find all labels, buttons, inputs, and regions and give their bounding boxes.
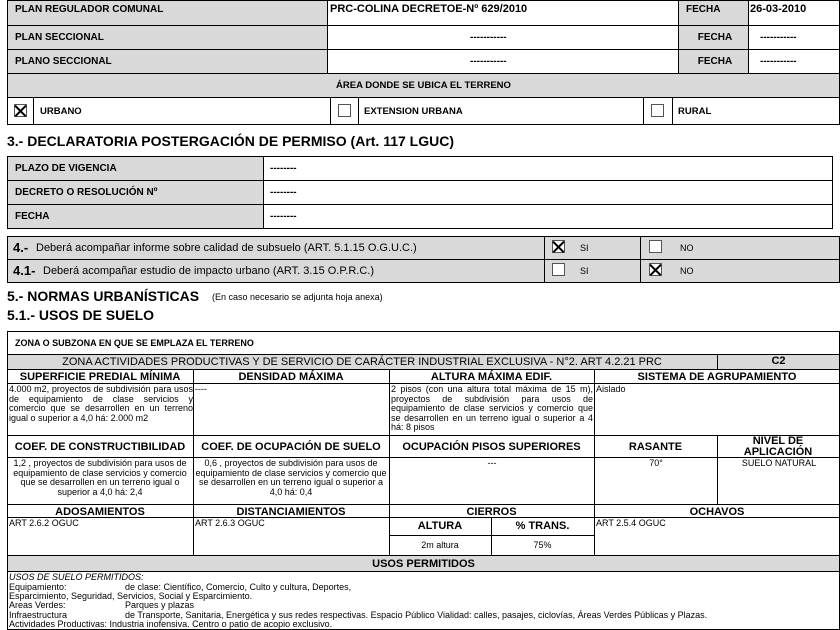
section41-no-cell	[640, 259, 840, 283]
ocupacion-suelo-value: 0,6 , proyectos de subdivisión para usos de equipamiento de clase servicios y comercio que se desarrollen en un terreno igual o superior a 4,0 há: 0,4	[195, 458, 387, 497]
usos-value: Parques y plazas	[125, 600, 195, 610]
section5-note: (En caso necesario se adjunta hoja anexa)	[212, 292, 383, 302]
usos-key: Infraestructura	[9, 610, 68, 620]
usos-key: Areas Verdes:	[9, 600, 66, 610]
cierros-header: CIERROS	[466, 506, 517, 518]
cierros-altura-header: ALTURA	[417, 520, 463, 532]
extension-urbana-checkbox[interactable]	[338, 104, 351, 117]
cierros-altura-value: 2m altura	[421, 540, 459, 550]
nivel-aplicacion-header: NIVEL DE APLICACIÓN	[743, 436, 813, 457]
seccional-label: PLAN SECCIONAL	[15, 32, 104, 43]
cierros-trans-value: 75%	[533, 540, 552, 550]
nivel-aplicacion-value: SUELO NATURAL	[741, 458, 817, 468]
section3-fecha-label: FECHA	[15, 211, 50, 222]
adosamientos-value: ART 2.6.2 OGUC	[9, 518, 79, 528]
urbano-checkbox[interactable]	[14, 104, 27, 117]
decreto-label: DECRETO O RESOLUCIÓN Nº	[15, 187, 158, 198]
ocupacion-pisos-value: ---	[487, 458, 497, 468]
area-divider	[33, 97, 34, 125]
constructibilidad-value: 1,2 , proyectos de subdivisión para usos de equipamiento de clase servicios y comercio que se desarrollen en un terreno igual o superior a 4,0 há: 2,4	[13, 458, 187, 497]
distanciamientos-value: ART 2.6.3 OGUC	[195, 518, 265, 528]
plazo-vigencia-label: PLAZO DE VIGENCIA	[15, 163, 117, 174]
section3-fecha-value: --------	[270, 211, 297, 222]
distanciamientos-header: DISTANCIAMIENTOS	[236, 506, 346, 518]
seccional-fecha-value: -----------	[760, 32, 797, 43]
grid2-divider	[717, 435, 718, 504]
section41-si-checkbox[interactable]	[552, 263, 565, 276]
rasante-value: 70°	[649, 458, 663, 468]
zona-header: ZONA O SUBZONA EN QUE SE EMPLAZA EL TERRENO	[15, 338, 254, 348]
grid2-bottom-line	[7, 504, 840, 505]
section3-divider	[7, 180, 833, 181]
extension-urbana-label: EXTENSION URBANA	[364, 106, 463, 117]
ochavos-header: OCHAVOS	[689, 506, 745, 518]
section41-no-checkbox[interactable]	[649, 263, 662, 276]
rasante-header: RASANTE	[628, 441, 683, 453]
plan-regulador-value: PRC-COLINA DECRETOE-Nº 629/2010	[330, 3, 528, 15]
seccional-value: -----------	[470, 32, 507, 43]
agrupamiento-header: SISTEMA DE AGRUPAMIENTO	[637, 371, 797, 383]
seccional-fecha-label: FECHA	[697, 32, 733, 43]
area-divider	[643, 97, 644, 125]
usos-value: de Transporte, Sanitaria, Energética y sus redes respectivas. Espacio Público Vialidad: calles, pasajes, ciclovías, Áreas Verdes Públicas y Plazas.	[125, 610, 708, 620]
section3-divider	[7, 204, 833, 205]
rural-label: RURAL	[678, 106, 712, 117]
section51-title: 5.1.- USOS DE SUELO	[7, 307, 155, 323]
zona-name: ZONA ACTIVIDADES PRODUCTIVAS Y DE SERVICIO DE CARÁCTER INDUSTRIAL EXCLUSIVA - N°2. ART 4.2.21 PRC	[62, 356, 662, 368]
plan-regulador-label: PLAN REGULADOR COMUNAL	[15, 4, 164, 15]
section41-number: 4.1-	[13, 263, 36, 278]
section4-no-checkbox[interactable]	[649, 240, 662, 253]
area-divider	[358, 97, 359, 125]
plazo-vigencia-value: --------	[270, 163, 297, 174]
area-title: ÁREA DONDE SE UBICA EL TERRENO	[336, 80, 511, 91]
plano-label: PLANO SECCIONAL	[15, 56, 112, 67]
usos-value: Actividades Productivas: Industria inofensiva. Centro o patio de acopio exclusivo.	[9, 619, 333, 629]
ocupacion-pisos-header: OCUPACIÓN PISOS SUPERIORES	[402, 441, 581, 453]
plan-fecha-label: FECHA	[686, 4, 721, 15]
usos-value: Esparcimiento, Seguridad, Servicios, Social y Esparcimiento.	[9, 591, 253, 601]
decreto-value: --------	[270, 187, 297, 198]
grid1-bottom-line	[7, 435, 840, 436]
cierros-trans-header: % TRANS.	[515, 520, 570, 532]
section3-title: 3.- DECLARATORIA POSTERGACIÓN DE PERMISO (Art. 117 LGUC)	[7, 133, 455, 149]
section41-si-label: SI	[580, 266, 589, 276]
area-divider	[330, 97, 331, 125]
area-divider	[672, 97, 673, 125]
rural-checkbox[interactable]	[651, 104, 664, 117]
usos-value: de clase: Científico, Comercio, Culto y cultura, Deportes,	[125, 582, 352, 592]
section4-number: 4.-	[13, 240, 29, 255]
altura-header: ALTURA MÁXIMA EDIF.	[430, 371, 553, 383]
zona-code: C2	[771, 355, 786, 367]
superficie-value: 4.000 m2, proyectos de subdivisión para usos de equipamiento de clase servicios y comercio que se desarrollen en un terreno igual o superior a 4,0 há: 2.000 m2	[9, 384, 193, 423]
usos-heading: USOS DE SUELO PERMITIDOS:	[9, 572, 144, 582]
section41-no-label: NO	[680, 266, 694, 276]
densidad-header: DENSIDAD MÁXIMA	[238, 371, 344, 383]
urbano-label: URBANO	[40, 106, 82, 117]
plano-fecha-label: FECHA	[697, 56, 733, 67]
usos-key: Equipamiento:	[9, 582, 67, 592]
section4-si-checkbox[interactable]	[552, 240, 565, 253]
densidad-value: ----	[195, 384, 207, 394]
plano-fecha-value: -----------	[760, 56, 797, 67]
altura-value: 2 pisos (con una altura total máxima de 15 m), proyectos de subdivisión para usos de equipamiento de clase servicios y comercio que se desarrollen en un terreno igual o superior a 4 há: 8 pisos	[391, 384, 593, 432]
usos-title: USOS PERMITIDOS	[372, 558, 475, 570]
section41-text: Deberá acompañar estudio de impacto urbano (ART. 3.15 O.P.R.C.)	[43, 265, 374, 277]
agrupamiento-value: Aislado	[596, 384, 626, 394]
section5-title: 5.- NORMAS URBANÍSTICAS	[7, 288, 200, 304]
ochavos-value: ART 2.5.4 OGUC	[596, 518, 666, 528]
section4-no-cell	[640, 236, 840, 260]
superficie-header: SUPERFICIE PREDIAL MÍNIMA	[19, 371, 181, 383]
section4-no-label: NO	[680, 243, 694, 253]
section4-si-label: SI	[580, 243, 589, 253]
ocupacion-suelo-header: COEF. DE OCUPACIÓN DE SUELO	[201, 441, 381, 453]
plan-fecha-value: 26-03-2010	[750, 3, 807, 15]
section4-text: Deberá acompañar informe sobre calidad de subsuelo (ART. 5.1.15 O.G.U.C.)	[36, 242, 417, 254]
adosamientos-header: ADOSAMIENTOS	[55, 506, 145, 518]
plano-value: -----------	[470, 56, 507, 67]
constructibilidad-header: COEF. DE CONSTRUCTIBILIDAD	[14, 441, 186, 453]
